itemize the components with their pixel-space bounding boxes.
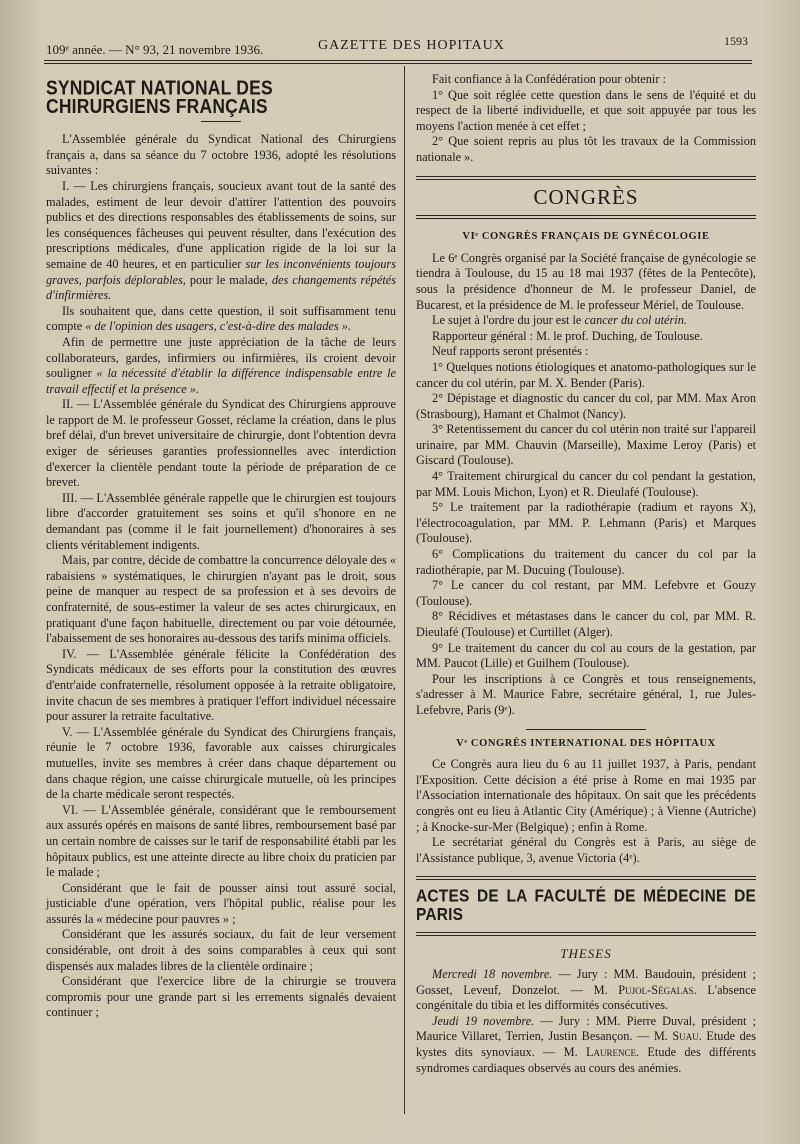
- subtitle-gynecologie: VIᵉ CONGRÈS FRANÇAIS DE GYNÉCOLOGIE: [462, 231, 710, 243]
- subtitle-theses: THESES: [560, 945, 612, 961]
- list-item: 4° Traitement chirurgical du cancer du col pendant la gestation, par MM. Louis Michon, Lyon) et R. Dieulafé (Toulouse).: [416, 469, 756, 499]
- list-item: 2° Dépistage et diagnostic du cancer du col, par MM. Max Aron (Strasbourg), Hamant et Chalmot (Nancy).: [416, 391, 756, 421]
- list-item: 6° Complications du traitement du cancer du col par la radiothérapie, par M. Ducuing (Toulouse).: [416, 547, 756, 577]
- paragraph-wishes: [46, 304, 396, 335]
- journal-title: GAZETTE DES HOPITAUX: [318, 38, 505, 53]
- section-title-syndicat: SYNDICAT NATIONAL DES CHIRURGIENS FRANÇAIS: [46, 76, 273, 118]
- paragraph-continuation-3: 2° Que soient repris au plus tôt les travaux de la Commission nationale ».: [416, 134, 756, 164]
- paragraph-concurrence: Mais, par contre, décide de combattre la concurrence déloyale des « rabaisiens » systématiques, le chirurgien n'ayant pas le droit, sous peine de manquer au respect de sa profession et à ses devoirs de confraternité, de sous-estimer la valeur de ses actes chirurgicaux, en pratiquant d'une façon habituelle, directement ou par voie détournée, l'abaissement de ses honoraires au-dessous des tarifs minima officiels.: [46, 553, 396, 646]
- list-item: 3° Retentissement du cancer du col utérin non traité sur l'appareil urinaire, par MM. Chauvin (Marseille), Maxime Leroy (Paris) et Giscard (Toulouse).: [416, 422, 756, 468]
- paragraph-intro: L'Assemblée générale du Syndicat National des Chirurgiens français a, dans sa séance du 7 octobre 1936, adopté les résolutions suivantes :: [46, 132, 396, 178]
- text: L'absence congénitale du tibia et les difformités consécutives.: [416, 982, 756, 1013]
- list-item: 8° Récidives et métastases dans le cancer du col, par MM. R. Dieulafé (Toulouse) et Curtillet (Alger).: [416, 609, 756, 639]
- paragraph-gyn-rapporteur: Rapporteur général : M. le prof. Duching, de Toulouse.: [432, 328, 703, 343]
- italic-text: sur les inconvénients toujours graves, parfois déplorables,: [46, 256, 397, 287]
- paragraph-resolution-1: [46, 179, 396, 304]
- paragraph-considerant-1: Considérant que le fait de pousser ainsi tout assuré social, justiciable d'une opération, vers l'hôpital public, réalise pour les assurés la « médecine pour pauvres » ;: [46, 880, 396, 926]
- author-name: Laurence.: [586, 1045, 640, 1060]
- italic-text: « la nécessité d'établir la différence indispensable entre le travail effectif et la présence ».: [46, 366, 397, 396]
- subtitle-hopitaux: Vᵉ CONGRÈS INTERNATIONAL DES HÔPITAUX: [456, 737, 716, 749]
- column-divider: [404, 66, 405, 1114]
- paragraph-considerant-3: Considérant que l'exercice libre de la chirurgie se trouvera compromis pour une grande part si les errements signalés devaient continuer ;: [46, 974, 396, 1020]
- author-name: Suau.: [672, 1029, 702, 1044]
- right-column: [416, 72, 756, 1076]
- paragraph-gyn-count: Neuf rapports seront présentés :: [432, 344, 589, 359]
- paragraph-hop-2: Le secrétariat général du Congrès est à Paris, au siège de l'Assistance publique, 3, avenue Victoria (4ᵉ).: [416, 835, 756, 865]
- paragraph-resolution-2: II. — L'Assemblée générale du Syndicat des Chirurgiens approuve le rapport de M. le professeur Gosset, réclame la création, dans le plus bref délai, d'un brevet universitaire de chirurgie, dont l'obtention devra exiger de sérieuses garanties professionnelles avec interdiction d'exercer la clientèle pendant toute la période de préparation de ce brevet.: [46, 397, 396, 490]
- italic-date: Mercredi 18 novembre.: [432, 967, 553, 982]
- list-item: 5° Le traitement par la radiothérapie (radium et rayons X), l'électrocoagulation, par MM. P. Lehmann (Paris) et Marques (Toulouse).: [416, 500, 756, 546]
- section-title-actes: ACTES DE LA FACULTÉ DE MÉDECINE DE PARIS: [416, 886, 756, 925]
- paragraph-these-1: [416, 967, 756, 1014]
- list-item: 9° Le traitement du cancer du col au cours de la gestation, par MM. Paucot (Lille) et Guilhem (Toulouse).: [416, 640, 756, 671]
- paragraph-resolution-6: VI. — L'Assemblée générale, considérant que le remboursement aux assurés opérés en maisons de santé libres, remboursement basé par un certain nombre de caisses sur le tarif de responsabilité établi par les hôpitaux publics, est une atteinte directe au libre choix du praticien par le malade ;: [46, 802, 396, 880]
- paragraph-resolution-3: III. — L'Assemblée générale rappelle que le chirurgien est toujours libre d'accorder gratuitement ses soins et qu'il s'honore en ne demandant pas (comme il le fait journellement) d'honoraires à ses clients véritablement indigents.: [46, 490, 396, 552]
- paragraph-gyn-subject: [416, 313, 756, 329]
- paragraph-collaborators: [46, 335, 396, 397]
- paragraph-continuation-2: 1° Que soit réglée cette question dans le sens de l'équité et du respect de la liberté individuelle, et que soit appuyée par tous les moyens l'action menée à cet effet ;: [416, 87, 756, 133]
- paragraph-considerant-2: Considérant que les assurés sociaux, du fait de leur versement considérable, ont droit à des soins comparables à ceux qui sont dispensés aux malades libres de la clientèle ordinaire ;: [46, 927, 396, 973]
- text: Ils souhaitent que, dans cette question, il soit suffisamment tenu compte: [46, 303, 396, 334]
- text: Afin de permettre une juste appréciation de la tâche de leurs collaborateurs, gardes, infirmiers ou infirmières, ils croient devoir souligner: [46, 334, 396, 381]
- text: Etude des différents syndromes cardiaques observés au cours des anémies.: [416, 1045, 756, 1075]
- paragraph-hop-1: Ce Congrès aura lieu du 6 au 11 juillet 1937, à Paris, pendant l'Exposition. Cette décision a été prise à Rome en mai 1935 par l'Association internationale des hôpitaux. On sait que les précédents congrès ont eu lieu à Atlantic City (Amérique) ; à Vienne (Autriche) ; à Knocke-sur-Mer (Belgique) ; enfin à Rome.: [416, 757, 756, 834]
- paragraph-gyn-intro: Le 6ᵉ Congrès organisé par la Société française de gynécologie se tiendra à Toulouse, du 15 au 18 mai 1937 (fêtes de la Pentecôte), sous la présidence d'honneur de M. le professeur Daniel, de Bucarest, et la présidence de M. le professeur Mériel, de Toulouse.: [416, 250, 756, 312]
- text: Etude des kystes dits synoviaux. — M.: [416, 1029, 756, 1060]
- section-title-congres: CONGRÈS: [533, 184, 639, 209]
- section-rule: [526, 729, 646, 730]
- page-number: 1593: [724, 34, 748, 48]
- double-rule: [416, 932, 756, 936]
- issue-line: 109ᵉ année. — N° 93, 21 novembre 1936.: [46, 42, 264, 57]
- paragraph-resolution-4: IV. — L'Assemblée générale félicite la Confédération des Syndicats médicaux de ses efforts pour la constitution des œuvres d'entr'aide confraternelle, résolument opposée à la retraite obligatoire, invite chacun de ses membres à pratiquer l'effort individuel nécessaire pour assurer la retraite facultative.: [46, 646, 396, 724]
- paragraph-continuation-1: Fait confiance à la Confédération pour obtenir :: [432, 72, 666, 86]
- header-rule: [44, 60, 752, 64]
- list-item: 7° Le cancer du col restant, par MM. Lefebvre et Gouzy (Toulouse).: [416, 578, 756, 608]
- author-name: Pujol-Ségalas.: [618, 982, 697, 997]
- text: — Jury : MM. Baudouin, président ; Gosset, Leveuf, Donzelot. — M.: [416, 967, 756, 997]
- paragraph-these-2: [416, 1014, 756, 1076]
- left-column: [46, 72, 396, 1021]
- italic-date: Jeudi 19 novembre.: [432, 1013, 535, 1028]
- text: pour le malade,: [189, 272, 268, 287]
- italic-text: cancer du col utérin.: [584, 313, 687, 328]
- double-rule: [416, 876, 756, 880]
- italic-text: « de l'opinion des usagers, c'est-à-dire des malades ».: [85, 319, 352, 334]
- double-rule: [416, 215, 756, 219]
- paragraph-gyn-inscriptions: Pour les inscriptions à ce Congrès et tous renseignements, s'adresser à M. Maurice Fabre, secrétaire général, 1, rue Jules-Lefebvre, Paris (9ᵉ).: [416, 671, 756, 717]
- double-rule: [416, 176, 756, 180]
- text: I. — Les chirurgiens français, soucieux avant tout de la santé des malades, estiment de leur devoir d'attirer l'attention des pouvoirs publics et des directions responsables des établissements de soins, sur les conséquences fâcheuses qui peuvent résulter, dans l'exécution des prescriptions médicales, d'une application rigide de la loi sur la semaine de 40 heures, et en particulier: [46, 178, 396, 271]
- list-item: 1° Quelques notions étiologiques et anatomo-pathologiques sur le cancer du col utérin, par M. X. Bender (Paris).: [416, 359, 756, 390]
- text: — Jury : MM. Pierre Duval, président ; Maurice Villaret, Terrien, Justin Besançon. — M.: [416, 1013, 756, 1044]
- title-dash: [201, 121, 241, 122]
- paragraph-resolution-5: V. — L'Assemblée générale du Syndicat des Chirurgiens français, réunie le 7 octobre 1936, favorable aux caisses chirurgicales mutuelles, invite ses membres à créer dans chaque département ou dans chaque région, une caisse chirurgicale mutuelle, où les principes de la charte médicale seront respectés.: [46, 724, 396, 802]
- italic-text: des changements répétés d'infirmières.: [46, 272, 397, 303]
- text: Le sujet à l'ordre du jour est le: [432, 313, 582, 328]
- running-header: [46, 34, 750, 56]
